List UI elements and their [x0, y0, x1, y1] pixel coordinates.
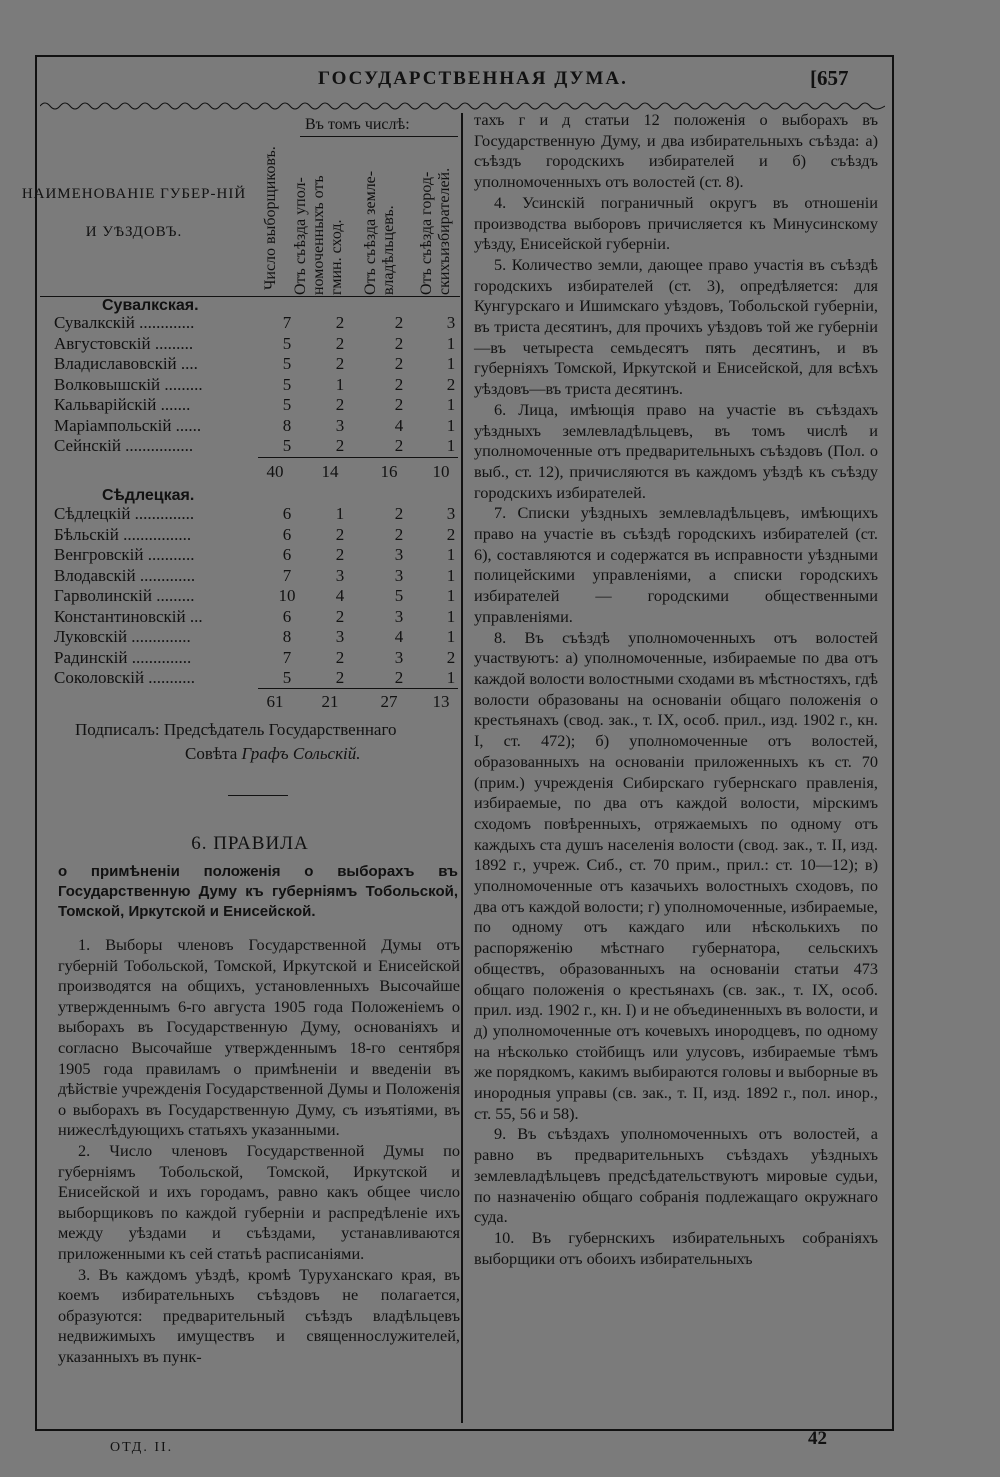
right-column-text	[474, 110, 878, 1269]
table-cell: 2	[335, 354, 345, 373]
total-cell: 27	[380, 692, 398, 711]
table-row	[54, 395, 459, 415]
table-cell: 1	[446, 333, 456, 353]
table-cell: 2	[394, 504, 404, 523]
district-name: Гарволинскій .........	[54, 586, 195, 605]
table-cell: 2	[446, 374, 456, 394]
paragraph: 8. Въ съѣздѣ уполномоченныхъ отъ волостей участвуютъ: а) уполномоченные, избираемые по два отъ каждой волости волостными сходами въ мѣстностяхъ, гдѣ волости образованы на основаніи общаго положенія о крестьянахъ (свод. зак., т. IX, особ. прил., изд. 1902 г., кн. I, ст. 472); б) уполномоченные отъ волостей, образованныхъ на основаніи приложенныхъ къ ст. 70 (прим.) учрежденія Сибирскаго губернскаго правленія, избираемые, по два отъ каждой волости, мірскимъ сходомъ повѣренныхъ, отряжаемыхъ по одному отъ каждыхъ ста душъ населенія волости (свод. зак., т. II, изд. 1892 г., учреж. Сиб., ст. 70 прим., прил.: ст. 10—12); в) уполномоченные отъ казачьихъ волостныхъ сходовъ, по два отъ каждой волости; г) уполномоченные, избираемые, по одному отъ каждаго или нѣсколькихъ по распоряженію мѣстнаго губернатора, сельскихъ обществъ, образованныхъ на основаніи статьи 473 общаго положенія о крестьянахъ (св. зак., т. IX, особ. прил. изд. 1902 г., кн. I) и не объединенныхъ въ волости, и д) уполномоченные отъ кочевыхъ инородцевъ, по одному на нѣсколько стойбищъ или улусовъ, избираемые тѣмъ же порядкомъ, какимъ выбираются головы и выборные въ инородныя управы (св. зак., т. II, изд. 1892 г., пол. инор., ст. 55, 56 и 58).	[474, 627, 879, 1123]
table-row	[54, 525, 459, 545]
table-cell: 1	[335, 374, 345, 394]
table-cell: 6	[282, 606, 292, 626]
paragraph: 9. Въ съѣздахъ уполномоченныхъ отъ волостей, а равно въ предварительныхъ съѣздахъ уѣздныхъ землевладѣльцевъ предсѣдательствуютъ мировые судьи, по назначенію общаго собранія подлежащаго окружнаго суда.	[474, 1124, 878, 1227]
table-cell: 6	[282, 524, 292, 544]
table-cell: 1	[446, 354, 456, 373]
signature-line-1: Подписалъ: Предсѣдатель Государственнаго	[75, 720, 397, 739]
table-cell: 2	[335, 436, 345, 455]
table-cell: 2	[394, 354, 404, 373]
table-cell: 7	[282, 565, 292, 585]
table-cell: 2	[335, 313, 345, 332]
table-header-total: Число выборщиковъ.	[262, 146, 279, 290]
table-cell: 2	[335, 606, 345, 626]
column-divider	[461, 113, 463, 1423]
table-cell: 2	[394, 333, 404, 353]
page-number: [657	[810, 66, 849, 90]
table-cell: 3	[335, 565, 345, 585]
table-cell: 4	[394, 627, 404, 646]
paragraph: 4. Усинскій пограничный округъ въ отношеніи производства выборовъ причисляется къ Минусинскому уѣзду, Енисейской губерніи.	[474, 192, 878, 254]
table-cell: 1	[446, 606, 456, 626]
table-cell: 1	[446, 565, 456, 585]
table-cell: 2	[446, 647, 456, 667]
section-title: 6. ПРАВИЛА	[191, 833, 309, 854]
table-row	[54, 607, 459, 627]
table-row	[54, 566, 459, 586]
footer-sheet-number: 42	[808, 1428, 827, 1449]
paragraph: 2. Число членовъ Государственной Думы по губерніямъ Тобольской, Томской, Иркутской и Енисейской и ихъ городамъ, равно какъ общее число выборщиковъ по каждой губерніи и распредѣленіе ихъ между уѣздами и съѣздами, устанавливаются приложенными къ сей статьѣ расписаніями.	[58, 1140, 460, 1263]
signature-name: Графъ Сольскій.	[241, 744, 361, 763]
table-cell: 2	[335, 545, 345, 564]
table-header-col-c: Отъ съѣзда город-скихъизбирателей.	[418, 167, 453, 295]
province-heading: Сѣдлецкая.	[102, 487, 195, 504]
district-name: Бѣльскій ................	[54, 524, 192, 544]
table-cell: 3	[394, 565, 404, 585]
left-column-text	[58, 935, 460, 1367]
separator-rule	[228, 795, 288, 796]
table-cell: 2	[394, 374, 404, 394]
table-row	[54, 436, 459, 456]
table-cell: 2	[335, 668, 345, 687]
table-cell: 2	[394, 436, 404, 455]
table-cell: 5	[394, 586, 404, 605]
paragraph: 10. Въ губернскихъ избирательныхъ собраніяхъ выборщики отъ обоихъ избирательныхъ	[474, 1227, 878, 1268]
province-heading: Сувалкская.	[102, 297, 199, 314]
table-cell: 3	[335, 627, 345, 646]
district-name: Сейнскій ................	[54, 436, 194, 455]
table-cell: 1	[446, 395, 456, 414]
table-cell: 7	[282, 647, 292, 667]
total-rule	[258, 688, 458, 689]
total-cell: 21	[321, 692, 339, 711]
signature-line-2-plain: Совѣта	[185, 744, 242, 763]
district-name: Луковскій ..............	[54, 627, 191, 646]
table-row	[54, 586, 459, 606]
table-cell: 2	[394, 668, 404, 687]
table-cell: 2	[446, 524, 456, 544]
table-cell: 1	[446, 436, 456, 455]
table-row	[54, 648, 459, 668]
table-row	[54, 375, 459, 395]
signature-line-2	[75, 742, 397, 766]
table-cell: 5	[282, 374, 292, 394]
section-subtitle: о примѣненіи положенія о выборахъ въ Государственную Думу къ губерніямъ Тобольской, Томской, Иркутской и Енисейской.	[58, 863, 458, 920]
table-cell: 3	[446, 504, 456, 523]
signature-block	[75, 718, 397, 766]
total-cell: 16	[380, 462, 398, 481]
table-row	[54, 545, 459, 565]
paragraph: 5. Количество земли, дающее право участія въ съѣздѣ городскихъ избирателей (ст. 3), опредѣляется: для Кунгурскаго и Ишимскаго уѣздовъ, Тобольской губерніи, въ триста десятинъ, для прочихъ уѣздовъ той же губерніи—въ четыреста семьдесятъ пять десятинъ, и въ губерніяхъ Томской, Иркутской и Енисейской, для всѣхъ уѣздовъ—въ триста десятинъ.	[474, 254, 878, 399]
table-header-in-total: Въ томъ числѣ:	[305, 116, 410, 133]
table-cell: 4	[335, 586, 345, 605]
table-cell: 3	[335, 415, 345, 435]
table-row	[54, 627, 459, 647]
table-cell: 2	[335, 395, 345, 414]
table-cell: 1	[446, 668, 456, 687]
total-cell: 40	[266, 462, 284, 481]
footer-section: ОТД. II.	[110, 1440, 174, 1455]
table-row	[54, 354, 459, 374]
district-name: Маріампольскій ......	[54, 415, 202, 435]
table-cell: 2	[394, 524, 404, 544]
paragraph: 6. Лица, имѣющія право на участіе въ съѣздахъ уѣздныхъ землевладѣльцевъ, въ томъ числѣ и уполномоченные отъ предварительныхъ съѣздовъ (Пол. о выб., ст. 12), причисляются въ каждомъ уѣздѣ къ съѣзду городскихъ избирателей.	[474, 399, 878, 502]
table-cell: 6	[282, 504, 292, 523]
table-cell: 8	[282, 627, 292, 646]
table-cell: 1	[446, 415, 456, 435]
table-cell: 3	[394, 647, 404, 667]
district-name: Августовскій .........	[54, 333, 194, 353]
table-row	[54, 313, 459, 333]
table-cell: 2	[394, 395, 404, 414]
table-cell: 5	[282, 668, 292, 687]
district-name: Сѣдлецкій ..............	[54, 504, 195, 523]
table-row	[54, 668, 459, 688]
total-cell: 10	[432, 462, 450, 481]
district-name: Константиновскій ...	[54, 606, 203, 626]
header-subrule	[300, 136, 458, 137]
table-cell: 2	[394, 313, 404, 332]
table-cell: 2	[335, 524, 345, 544]
table-row	[54, 416, 459, 436]
table-header-col-b: Отъ съѣзда земле-владѣльцевъ.	[362, 170, 397, 295]
total-rule	[258, 457, 458, 458]
table-cell: 5	[282, 395, 292, 414]
table-cell: 2	[335, 333, 345, 353]
table-cell: 1	[446, 627, 456, 646]
district-name: Сувалкскій .............	[54, 313, 195, 332]
paragraph: 3. Въ каждомъ уѣздѣ, кромѣ Туруханскаго края, въ коемъ избирательныхъ съѣздовъ не полагается, образуются: предварительный съѣздъ владѣльцевъ недвижимыхъ имуществъ и священнослужителей, указанныхъ въ пунк-	[58, 1264, 460, 1366]
total-cell: 14	[321, 462, 339, 481]
table-cell: 5	[282, 354, 292, 373]
table-cell: 10	[278, 586, 296, 605]
table-row	[54, 334, 459, 354]
running-title: ГОСУДАРСТВЕННАЯ ДУМА.	[318, 68, 628, 89]
table-cell: 1	[446, 545, 456, 564]
table-cell: 5	[282, 436, 292, 455]
table-cell: 6	[282, 545, 292, 564]
table-cell: 4	[394, 415, 404, 435]
paragraph: 7. Списки уѣздныхъ землевладѣльцевъ, имѣющихъ право на участіе въ съѣздѣ городскихъ избирателей (ст. 6), составляются и содержатся въ исправности уѣздными полицейскими управленіями, а списки городскихъ избирателей — городскими общественными управленіями.	[474, 503, 878, 626]
table-row	[54, 504, 459, 524]
table-cell: 2	[335, 647, 345, 667]
district-name: Соколовскій ...........	[54, 668, 196, 687]
district-name: Венгровскій ...........	[54, 545, 195, 564]
paragraph: 1. Выборы членовъ Государственной Думы отъ губерній Тобольской, Томской, Иркутской и Енисейской производятся на общихъ, установленныхъ Высочайше утвержденнымъ 6-го августа 1905 года Положеніемъ о выборахъ въ Государственную Думу, основаніяхъ и согласно Высочайше утвержденнымъ 18-го сентября 1905 года правиламъ о примѣненіи и введеніи въ дѣйствіе учрежденія Государственной Думы и Положенія о выборахъ въ Государственную Думу, съ изъятіями, въ нижеслѣдующихъ статьяхъ указанными.	[58, 935, 460, 1140]
district-name: Волковышскій .........	[54, 374, 203, 394]
paragraph: тахъ г и д статьи 12 положенія о выборахъ въ Государственную Думу, и два избирательныхъ съѣзда: а) съѣздъ городскихъ избирателей и б) съѣздъ уполномоченныхъ отъ волостей (ст. 8).	[474, 110, 878, 192]
table-cell: 8	[282, 415, 292, 435]
district-name: Влодавскій .............	[54, 565, 196, 585]
table-header-col-a: Отъ съѣзда упол-номоченныхъ отъ гмин. сход.	[292, 175, 345, 295]
district-name: Владиславовскій ....	[54, 354, 198, 373]
table-header-name: НАИМЕНОВАНІЕ ГУБЕР-НІЙ И УѢЗДОВЪ.	[21, 186, 247, 240]
district-name: Кальварійскій .......	[54, 395, 191, 414]
table-cell: 7	[282, 313, 292, 332]
table-cell: 3	[394, 545, 404, 564]
table-cell: 3	[394, 606, 404, 626]
district-name: Радинскій ..............	[54, 647, 192, 667]
total-cell: 13	[432, 692, 450, 711]
table-cell: 5	[282, 333, 292, 353]
total-cell: 61	[266, 692, 284, 711]
table-cell: 1	[335, 504, 345, 523]
table-cell: 3	[446, 313, 456, 332]
table-cell: 1	[446, 586, 456, 605]
